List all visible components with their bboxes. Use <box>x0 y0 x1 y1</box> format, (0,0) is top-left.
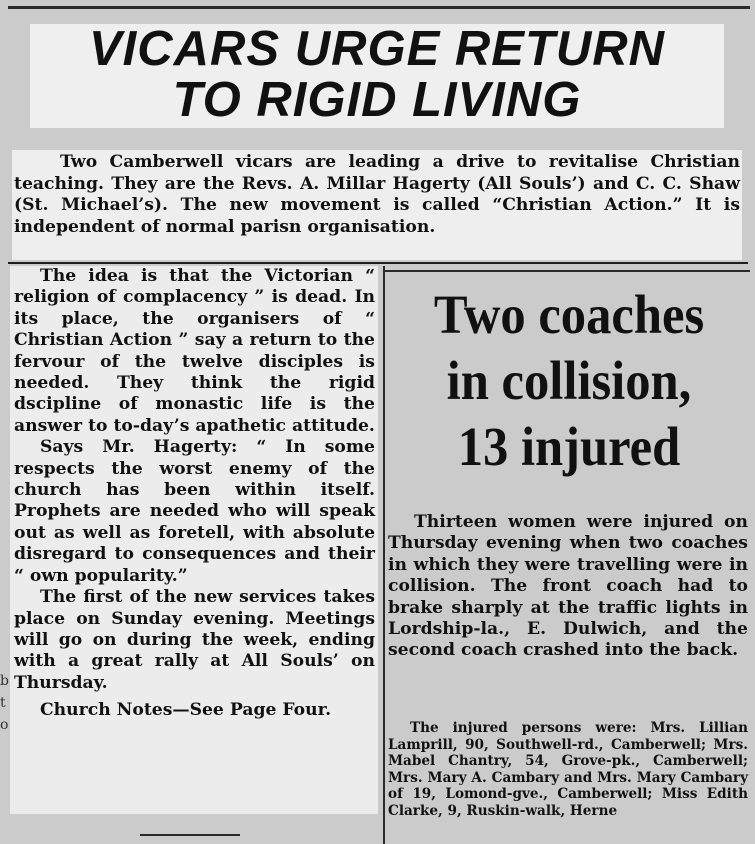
headline-line-1: VICARS URGE RETURN <box>88 22 666 76</box>
coach-headline <box>406 282 732 480</box>
church-notes: Church Notes—See Page Four. <box>40 700 332 721</box>
left-paragraph-2: Says Mr. Hagerty: “ In some respects the worst enemy of the church has been within itself. Prophets are needed who will speak out as well as foretell, with absolute disregard to consequences and their “ own popularity.” <box>14 437 375 586</box>
left-paragraph-3: The first of the new services takes place on Sunday evening. Meetings will go on during the week, ending with a great rally at All Souls’ on Thursday. <box>14 587 375 693</box>
coach-headline-line-2: in collision, <box>446 350 692 411</box>
main-headline <box>30 24 724 128</box>
section-rule <box>8 262 748 264</box>
coach-headline-line-3: 13 injured <box>457 416 681 477</box>
headline-line-2: TO RIGID LIVING <box>172 73 582 127</box>
intro-paragraph: Two Camberwell vicars are leading a drive to revitalise Christian teaching. They are the Revs. A. Millar Hagerty (All Souls’) and C. C. Shaw (St. Michael’s). The new movement is called “Christian Action.” It is independent of normal parisn organisation. <box>12 150 742 260</box>
coach-headline-line-1: Two coaches <box>433 284 705 345</box>
injured-list: The injured persons were: Mrs. Lillian Lamprill, 90, Southwell-rd., Camberwell; Mrs. Mabel Chantry, 54, Grove-pk., Camberwell; Mrs. Mary A. Cambary and Mrs. Mary Cambary of 19, Lomond-gve., Camberwell; Miss Edith Clarke, 9, Ruskin-walk, Herne <box>388 720 748 819</box>
left-column <box>10 266 378 814</box>
top-rule <box>8 6 750 9</box>
right-column-top-rule <box>385 270 750 272</box>
margin-fragment: b t o <box>0 673 9 733</box>
column-divider <box>383 266 385 844</box>
end-rule <box>140 834 240 836</box>
left-paragraph-1: The idea is that the Victorian “ religion of complacency ” is dead. In its place, the organisers of “ Christian Action ” say a return to the fervour of the twelve disciples is needed. They think the rigid dscipline of monastic life is the answer to to-day’s apathetic attitude. <box>14 266 375 436</box>
coach-story-body: Thirteen women were injured on Thursday evening when two coaches in which they were travelling were in collision. The front coach had to brake sharply at the traffic lights in Lordship-la., E. Dulwich, and the second coach crashed into the back. <box>388 512 748 661</box>
